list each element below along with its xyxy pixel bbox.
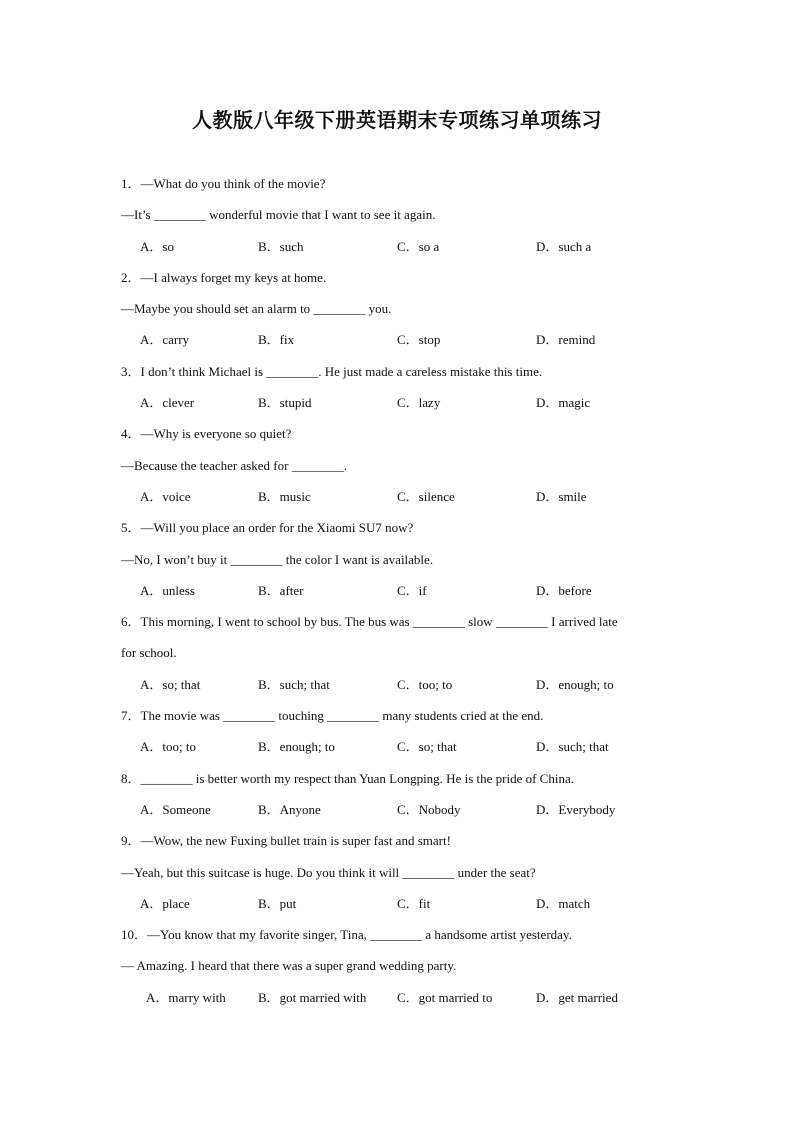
option-b: B．got married with <box>258 989 367 1005</box>
option-d: D．enough; to <box>536 676 614 692</box>
option-c: C．silence <box>397 488 455 504</box>
option-d: D．get married <box>536 989 618 1005</box>
question-line: — Amazing. I heard that there was a super grand wedding party. <box>121 958 457 974</box>
option-b: B．such <box>258 238 304 254</box>
question-10 <box>0 919 794 1013</box>
option-row <box>0 231 794 262</box>
option-d: D．such a <box>536 238 592 254</box>
option-d: D．Everybody <box>536 801 616 817</box>
page-title: 人教版八年级下册英语期末专项练习单项练习 <box>192 110 602 132</box>
option-row <box>0 794 794 825</box>
option-b: B．enough; to <box>258 739 335 755</box>
question-list <box>0 168 794 1013</box>
option-b: B．put <box>258 895 297 911</box>
option-a: A．Someone <box>140 801 211 817</box>
question-4 <box>0 418 794 512</box>
option-c: C．got married to <box>397 989 493 1005</box>
option-row <box>0 982 794 1013</box>
option-a: A．unless <box>140 582 195 598</box>
option-a: A．carry <box>140 332 190 348</box>
question-stem: 4．—Why is everyone so quiet? <box>121 426 292 442</box>
option-b: B．stupid <box>258 395 312 411</box>
option-d: D．remind <box>536 332 596 348</box>
question-line: —Yeah, but this suitcase is huge. Do you think it will ________ under the seat? <box>121 864 536 880</box>
option-d: D．match <box>536 895 591 911</box>
option-c: C．Nobody <box>397 801 461 817</box>
question-stem: 8．________ is better worth my respect than Yuan Longping. He is the pride of China. <box>121 770 574 786</box>
option-a: A．voice <box>140 488 191 504</box>
option-c: C．stop <box>397 332 441 348</box>
question-line: —No, I won’t buy it ________ the color I want is available. <box>121 551 434 567</box>
question-stem: 2．—I always forget my keys at home. <box>121 269 327 285</box>
option-d: D．magic <box>536 395 591 411</box>
question-line: —It’s ________ wonderful movie that I want to see it again. <box>121 207 436 223</box>
question-line: —Maybe you should set an alarm to ________ you. <box>121 301 392 317</box>
option-row <box>0 669 794 700</box>
question-8 <box>0 763 794 826</box>
option-a: A．place <box>140 895 190 911</box>
option-d: D．before <box>536 582 592 598</box>
option-a: A．so; that <box>140 676 201 692</box>
question-stem: 5．—Will you place an order for the Xiaomi SU7 now? <box>121 520 414 536</box>
option-row <box>0 481 794 512</box>
option-row <box>0 387 794 418</box>
question-9 <box>0 825 794 919</box>
option-c: C．so a <box>397 238 440 254</box>
question-7 <box>0 700 794 763</box>
question-stem: 3．I don’t think Michael is ________. He just made a careless mistake this time. <box>121 363 543 379</box>
option-b: B．such; that <box>258 676 330 692</box>
option-a: A．too; to <box>140 739 196 755</box>
option-b: B．fix <box>258 332 295 348</box>
option-row <box>0 324 794 355</box>
question-2 <box>0 262 794 356</box>
question-1 <box>0 168 794 262</box>
question-5 <box>0 512 794 606</box>
option-c: C．too; to <box>397 676 453 692</box>
option-row <box>0 731 794 762</box>
option-c: C．fit <box>397 895 431 911</box>
question-stem: 6．This morning, I went to school by bus. The bus was ________ slow ________ I arrived late <box>121 614 618 630</box>
option-b: B．Anyone <box>258 801 321 817</box>
option-d: D．smile <box>536 488 587 504</box>
option-c: C．lazy <box>397 395 441 411</box>
question-6 <box>0 606 794 700</box>
question-line: for school. <box>121 645 177 661</box>
option-c: C．if <box>397 582 427 598</box>
option-row <box>0 575 794 606</box>
option-b: B．music <box>258 488 311 504</box>
question-stem: 7．The movie was ________ touching ________ many students cried at the end. <box>121 708 544 724</box>
option-a: A．clever <box>140 395 195 411</box>
question-stem: 1．—What do you think of the movie? <box>121 176 326 191</box>
question-stem: 10．—You know that my favorite singer, Tina, ________ a handsome artist yesterday. <box>121 927 572 943</box>
option-d: D．such; that <box>536 739 609 755</box>
question-3 <box>0 356 794 419</box>
question-stem: 9．—Wow, the new Fuxing bullet train is super fast and smart! <box>121 833 451 849</box>
option-b: B．after <box>258 582 304 598</box>
option-a: A．so <box>140 238 174 254</box>
option-c: C．so; that <box>397 739 457 755</box>
option-a: A．marry with <box>146 989 226 1005</box>
question-line: —Because the teacher asked for ________. <box>121 457 347 473</box>
option-row <box>0 888 794 919</box>
